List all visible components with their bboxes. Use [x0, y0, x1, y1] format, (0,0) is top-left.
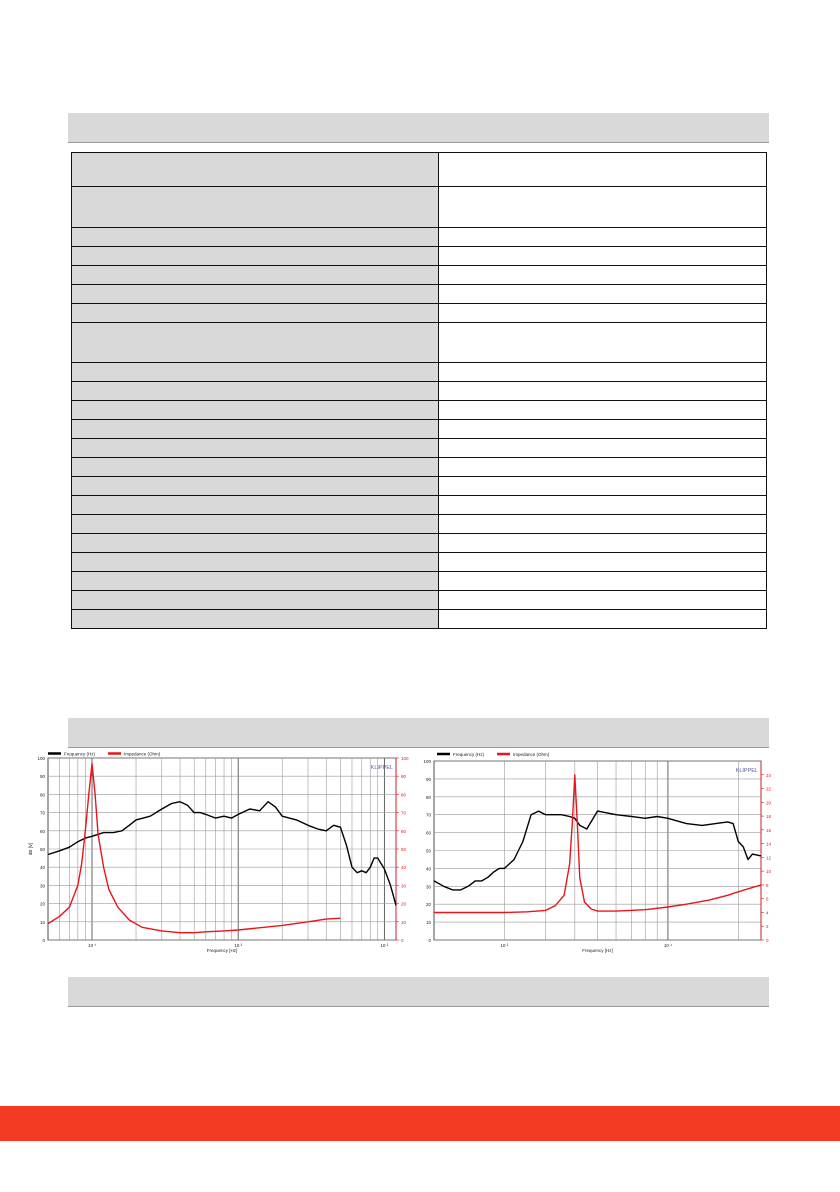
y2-tick-label: 14 — [766, 841, 772, 847]
legend-label-frequency: Frequency (Hz) — [64, 751, 96, 757]
y2-tick-label: 4 — [766, 910, 769, 916]
y-tick-label: 60 — [39, 828, 45, 834]
spec-row — [72, 610, 767, 629]
x-tick-label: 10 ⁴ — [663, 943, 673, 948]
legend-label-frequency: Frequency (Hz) — [453, 751, 485, 757]
y-tick-label: 50 — [39, 847, 45, 852]
spec-value-cell — [439, 477, 767, 496]
spec-value-cell — [439, 323, 767, 363]
specifications-band — [68, 113, 769, 143]
spec-label-cell — [72, 553, 439, 572]
y-tick-label: 80 — [39, 792, 45, 798]
y2-tick-label: 12 — [766, 855, 772, 861]
y2-tick-label: 20 — [401, 901, 407, 907]
spec-row — [72, 515, 767, 534]
tweeter-response-chart — [423, 750, 772, 965]
spec-value-cell — [439, 420, 767, 439]
spec-label-cell — [72, 187, 439, 228]
spec-label-cell — [72, 496, 439, 515]
spec-label-cell — [72, 420, 439, 439]
spec-row — [72, 187, 767, 228]
spec-row — [72, 266, 767, 285]
spec-row — [72, 572, 767, 591]
spec-value-cell — [439, 363, 767, 382]
spec-value-cell — [439, 534, 767, 553]
legend-label-impedance: Impedance (Ohm) — [513, 751, 550, 757]
spec-row — [72, 420, 767, 439]
y2-tick-label: 22 — [766, 786, 772, 792]
spec-value-cell — [439, 266, 767, 285]
brand-label: KLIPPEL — [735, 768, 758, 774]
x-tick-label: 10 ² — [234, 943, 243, 948]
y-tick-label: 100 — [37, 756, 45, 761]
legend-label-impedance: Impedance (Ohm) — [124, 751, 161, 757]
spec-row — [72, 382, 767, 401]
spec-value-cell — [439, 439, 767, 458]
specifications-table — [71, 152, 767, 629]
spec-value-cell — [439, 382, 767, 401]
spec-row — [72, 304, 767, 323]
y-tick-label: 70 — [39, 810, 45, 816]
spec-label-cell — [72, 363, 439, 382]
x-tick-label: 10 ³ — [380, 943, 389, 948]
y2-tick-label: 50 — [401, 847, 407, 852]
spec-row — [72, 285, 767, 304]
spec-label-cell — [72, 439, 439, 458]
spec-row — [72, 228, 767, 247]
y-tick-label: 10 — [425, 920, 431, 926]
spec-row — [72, 458, 767, 477]
y-tick-label: 40 — [425, 866, 431, 872]
spec-row — [72, 477, 767, 496]
spec-label-cell — [72, 304, 439, 323]
y2-tick-label: 24 — [766, 772, 772, 778]
spec-value-cell — [439, 572, 767, 591]
spec-label-cell — [72, 458, 439, 477]
y2-tick-label: 90 — [401, 774, 407, 780]
spec-label-cell — [72, 285, 439, 304]
spec-label-cell — [72, 477, 439, 496]
dimensions-band — [68, 977, 769, 1007]
spec-row — [72, 553, 767, 572]
y-tick-label: 0 — [428, 938, 431, 943]
spec-label-cell — [72, 515, 439, 534]
spec-value-cell — [439, 187, 767, 228]
y-tick-label: 10 — [39, 919, 45, 925]
spec-label-cell — [72, 266, 439, 285]
graphs-band — [68, 718, 769, 748]
spec-value-cell — [439, 553, 767, 572]
spec-label-cell — [72, 153, 439, 187]
tweeter-chart-svg — [423, 750, 772, 965]
y-tick-label: 100 — [423, 759, 431, 764]
y-tick-label: 20 — [39, 901, 45, 907]
y-tick-label: 30 — [425, 884, 431, 890]
y-tick-label: 90 — [39, 774, 45, 780]
y2-tick-label: 80 — [401, 792, 407, 798]
y-tick-label: 20 — [425, 902, 431, 908]
spec-row — [72, 323, 767, 363]
y-tick-label: 50 — [425, 848, 431, 854]
y2-tick-label: 16 — [766, 827, 772, 833]
brand-label: KLIPPEL — [370, 765, 393, 771]
y2-tick-label: 60 — [401, 828, 407, 834]
woofer-chart-svg — [28, 750, 413, 960]
y2-tick-label: 10 — [766, 869, 772, 875]
spec-label-cell — [72, 572, 439, 591]
spec-label-cell — [72, 591, 439, 610]
y-tick-label: 40 — [39, 865, 45, 871]
spec-label-cell — [72, 228, 439, 247]
x-tick-label: 10 ³ — [500, 943, 509, 948]
y-tick-label: 90 — [425, 776, 431, 782]
spec-value-cell — [439, 228, 767, 247]
spec-row — [72, 496, 767, 515]
spec-label-cell — [72, 382, 439, 401]
y-tick-label: 60 — [425, 830, 431, 836]
y2-tick-label: 70 — [401, 810, 407, 816]
spec-label-cell — [72, 247, 439, 266]
spec-label-cell — [72, 323, 439, 363]
spec-row — [72, 247, 767, 266]
spec-label-cell — [72, 401, 439, 420]
spec-value-cell — [439, 304, 767, 323]
y-axis-label: dB [V] — [28, 842, 33, 856]
x-tick-label: 10 ¹ — [88, 943, 96, 948]
y2-tick-label: 18 — [766, 814, 772, 820]
footer-brand-bar — [0, 1106, 840, 1141]
spec-row — [72, 534, 767, 553]
y2-tick-label: 40 — [401, 865, 407, 871]
spec-label-cell — [72, 610, 439, 629]
spec-value-cell — [439, 515, 767, 534]
spec-row — [72, 363, 767, 382]
spec-value-cell — [439, 610, 767, 629]
spec-label-cell — [72, 534, 439, 553]
x-axis-label: Frequency [Hz] — [206, 948, 238, 953]
y2-tick-label: 100 — [401, 756, 409, 761]
y2-tick-label: 2 — [766, 924, 769, 930]
y2-tick-label: 20 — [766, 800, 772, 806]
x-axis-label: Frequency [Hz] — [582, 948, 613, 953]
y2-tick-label: 10 — [401, 919, 407, 925]
spec-value-cell — [439, 285, 767, 304]
spec-value-cell — [439, 496, 767, 515]
y-tick-label: 30 — [39, 883, 45, 889]
spec-value-cell — [439, 401, 767, 420]
y2-tick-label: 6 — [766, 896, 769, 902]
y2-tick-label: 0 — [401, 938, 404, 943]
spec-value-cell — [439, 247, 767, 266]
y2-tick-label: 0 — [766, 938, 769, 943]
spec-row — [72, 153, 767, 187]
spec-value-cell — [439, 458, 767, 477]
spec-row — [72, 401, 767, 420]
y2-tick-label: 30 — [401, 883, 407, 889]
y-tick-label: 80 — [425, 794, 431, 800]
woofer-response-chart — [28, 750, 413, 960]
y-tick-label: 70 — [425, 812, 431, 818]
spec-row — [72, 591, 767, 610]
spec-row — [72, 439, 767, 458]
y-tick-label: 0 — [42, 938, 45, 943]
spec-value-cell — [439, 153, 767, 187]
y2-tick-label: 8 — [766, 882, 769, 888]
spec-value-cell — [439, 591, 767, 610]
